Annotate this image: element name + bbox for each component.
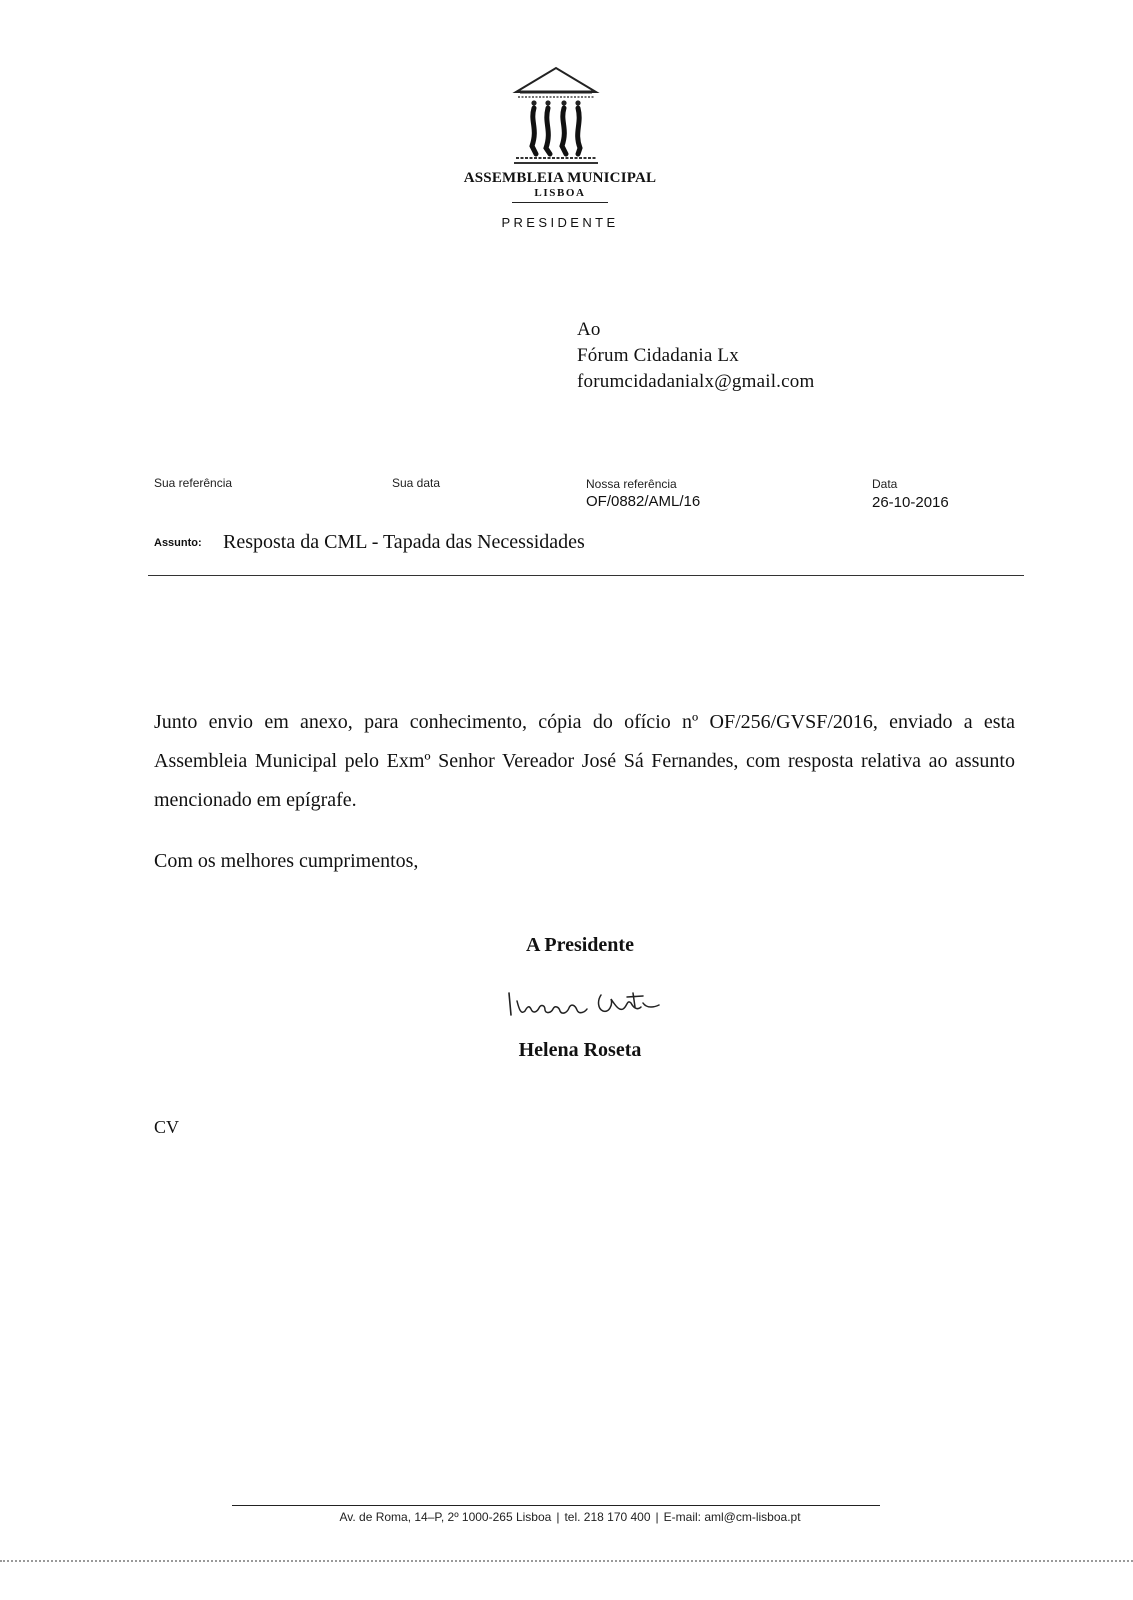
subject-divider: [148, 575, 1024, 576]
organization-name: ASSEMBLEIA MUNICIPAL: [463, 170, 657, 186]
our-reference-label: Nossa referência: [586, 477, 677, 491]
portico-emblem: [510, 66, 602, 170]
sender-role: PRESIDENTE: [501, 215, 619, 230]
footer-address: Av. de Roma, 14–P, 2º 1000-265 Lisboa: [339, 1510, 552, 1524]
signatory-title: A Presidente: [526, 934, 634, 956]
addressee-email: forumcidadanialx@gmail.com: [577, 371, 815, 392]
our-reference-value: OF/0882/AML/16: [586, 493, 701, 510]
footer-separator: |: [556, 1510, 560, 1524]
your-reference-label: Sua referência: [154, 476, 233, 490]
footer-contact: [250, 1510, 890, 1524]
addressee-name: Fórum Cidadania Lx: [577, 345, 739, 366]
addressee-salutation: Ao: [577, 319, 601, 340]
footer-phone: tel. 218 170 400: [564, 1510, 651, 1524]
organization-city: LISBOA: [534, 187, 586, 199]
letter-closing: Com os melhores cumprimentos,: [154, 850, 419, 872]
footer-separator: |: [655, 1510, 659, 1524]
footer-email: E-mail: aml@cm-lisboa.pt: [663, 1510, 801, 1524]
date-label: Data: [872, 477, 898, 491]
letter-body-paragraph: Junto envio em anexo, para conhecimento, cópia do ofício nº OF/256/GVSF/2016, enviado a esta Assembleia Municipal pelo Exmº Senhor Vereador José Sá Fernandes, com resposta relativa ao assunto mencionado em epígrafe.: [154, 711, 1015, 811]
footer-divider: [232, 1505, 880, 1506]
author-initials: CV: [154, 1117, 180, 1137]
date-value: 26-10-2016: [872, 494, 949, 511]
handwritten-signature: [505, 981, 667, 1023]
signature-scribble: [505, 981, 667, 1023]
organization-city-rule: [512, 202, 608, 203]
signatory-name: Helena Roseta: [518, 1039, 642, 1061]
scan-bottom-edge: [0, 1560, 1133, 1562]
assembly-logo: [510, 66, 602, 170]
your-date-label: Sua data: [392, 476, 441, 490]
subject-label: Assunto:: [154, 537, 202, 549]
subject-text: Resposta da CML - Tapada das Necessidades: [223, 531, 585, 553]
